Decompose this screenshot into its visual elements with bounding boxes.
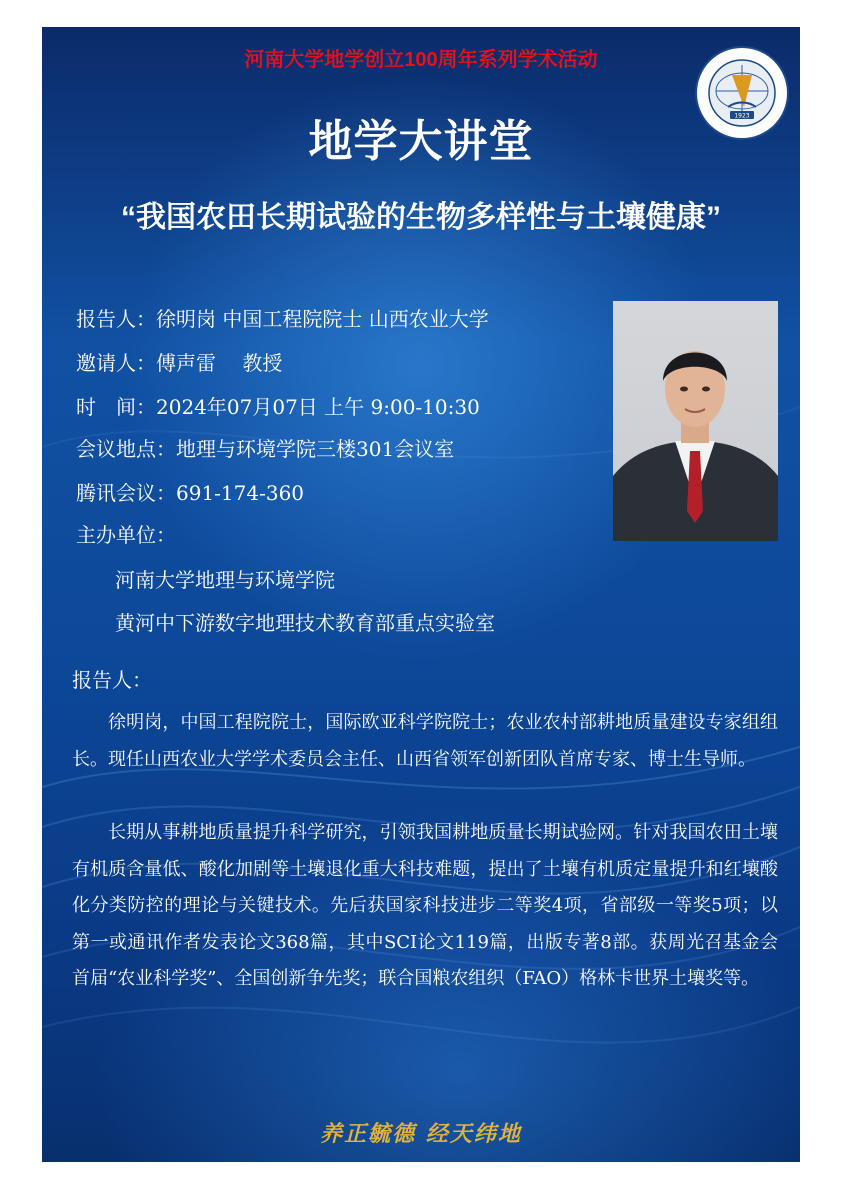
inviter-line: 邀请人：傅声雷 教授 xyxy=(76,351,283,375)
organizer-2: 黄河中下游数字地理技术教育部重点实验室 xyxy=(115,611,495,635)
bio-paragraph-1: 徐明岗，中国工程院院士，国际欧亚科学院院士；农业农村部耕地质量建设专家组组长。现任山西农业大学学术委员会主任、山西省领军创新团队首席专家、博士生导师。 xyxy=(72,712,778,770)
reporter-line: 报告人：徐明岗 中国工程院院士 山西农业大学 xyxy=(76,307,489,331)
organizer-1: 河南大学地理与环境学院 xyxy=(115,568,335,592)
time-line: 时 间：2024年07月07日 上午 9:00-10:30 xyxy=(76,395,480,419)
lecture-topic: “我国农田长期试验的生物多样性与土壤健康” xyxy=(121,201,721,234)
bio-heading: 报告人： xyxy=(72,668,152,692)
bio-paragraph-2: 长期从事耕地质量提升科学研究，引领我国耕地质量长期试验网。针对我国农田土壤有机质含量低、酸化加剧等土壤退化重大科技难题，提出了土壤有机质定量提升和红壤酸化分类防控的理论与关键技术。先后获国家科技进步二等奖4项，省部级一等奖5项；以第一或通讯作者发表论文368篇，其中SCI论文119篇，出版专著8部。获周光召基金会首届“农业科学奖”、全国创新争先奖；联合国粮农组织（FAO）格林卡世界土壤奖等。 xyxy=(72,822,778,990)
svg-text:1923: 1923 xyxy=(734,112,750,120)
event-banner: 河南大学地学创立100周年系列学术活动 xyxy=(244,49,598,71)
tencent-meeting-line: 腾讯会议：691-174-360 xyxy=(76,481,305,505)
speaker-photo xyxy=(613,301,778,541)
venue-line: 会议地点：地理与环境学院三楼301会议室 xyxy=(76,437,455,461)
organizer-label: 主办单位： xyxy=(76,523,176,547)
university-motto: 养正毓德 经天纬地 xyxy=(320,1121,522,1147)
lecture-series-title: 地学大讲堂 xyxy=(308,117,534,166)
poster xyxy=(42,27,800,1162)
